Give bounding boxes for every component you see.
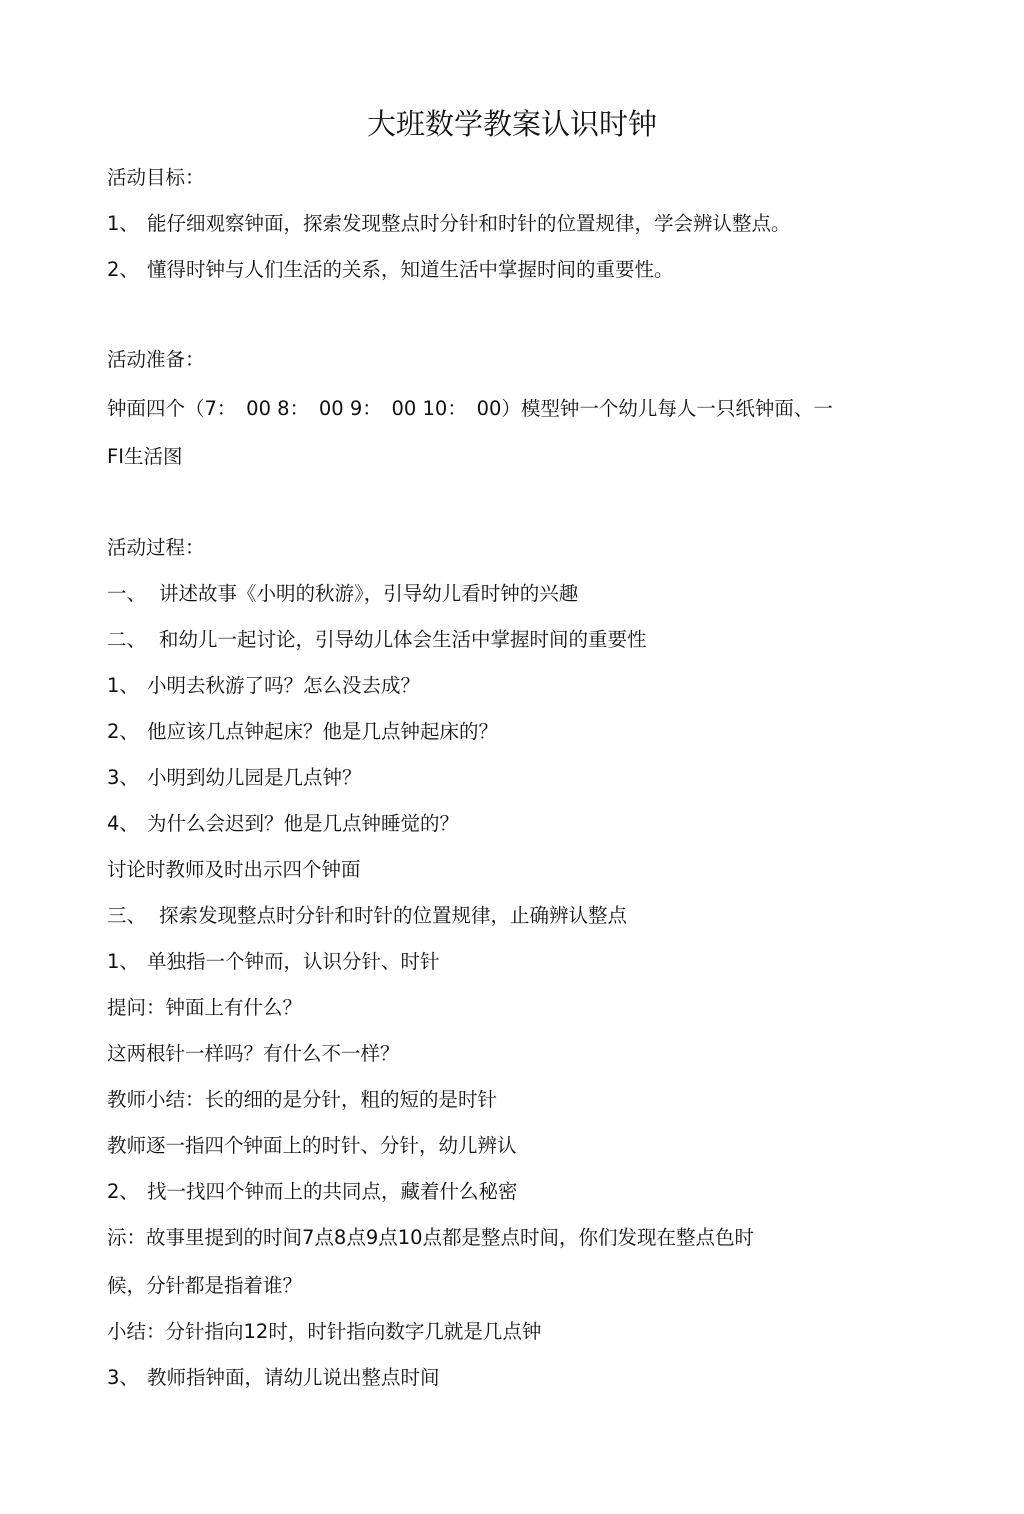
goal-item-1 [107, 210, 791, 238]
discussion-note: 讨论时教师及时出示四个钟面 [107, 858, 361, 881]
process-step-3 [107, 902, 627, 930]
question-prompt: 提问：钟面上有什么？ [107, 996, 303, 1019]
question-1-number: 1、 [107, 674, 139, 697]
document-title: 大班数学教案认识时钟 [366, 107, 657, 141]
question-3-text: 小明到幼儿园是几点钟？ [147, 766, 362, 789]
sub-step-2-number: 2、 [107, 1180, 139, 1203]
sub-step-3 [107, 1364, 440, 1392]
process-step-3-text: 探索发现整点时分针和时针的位置规律，止确辨认整点 [159, 904, 628, 927]
process-step-1 [107, 580, 578, 608]
question-4-text: 为什么会迟到？他是几点钟睡觉的？ [147, 812, 460, 835]
process-step-2-text: 和幼儿一起讨论，引导幼儿体会生活中掌握时间的重要性 [159, 628, 647, 651]
question-1-text: 小明去秋游了吗？怎么没去成？ [147, 674, 421, 697]
goal-item-2-text: 懂得时钟与人们生活的关系，知道生活中掌握时间的重要性。 [147, 258, 674, 281]
question-4 [107, 810, 459, 838]
goal-item-2-number: 2、 [107, 258, 139, 281]
teacher-line-2: 候，分针都是指着谁？ [107, 1274, 303, 1297]
process-step-2 [107, 626, 647, 654]
process-step-1-text: 讲述故事《小明的秋游》，引导幼儿看时钟的兴趣 [159, 582, 579, 605]
question-prompt-2: 这两根针一样吗？有什么不一样？ [107, 1042, 400, 1065]
sub-step-2-text: 找一找四个钟而上的共同点，藏着什么秘密 [147, 1180, 518, 1203]
prep-line-2: FI生活图 [107, 445, 183, 468]
sub-step-1-number: 1、 [107, 950, 139, 973]
question-1 [107, 672, 420, 700]
teacher-summary-1: 教师小结：长的细的是分针，粗的短的是时针 [107, 1088, 498, 1111]
process-step-3-number: 三、 [107, 904, 147, 927]
prep-heading: 活动准备： [107, 348, 205, 371]
teacher-pointing: 教师逐一指四个钟面上的时针、分针，幼儿辨认 [107, 1134, 517, 1157]
sub-step-3-number: 3、 [107, 1366, 139, 1389]
question-4-number: 4、 [107, 812, 139, 835]
process-heading: 活动过程： [107, 536, 205, 559]
goal-heading: 活动目标： [107, 166, 205, 189]
question-2-number: 2、 [107, 720, 139, 743]
sub-step-1 [107, 948, 440, 976]
sub-step-1-text: 单独指一个钟而，认识分针、时针 [147, 950, 440, 973]
question-2-text: 他应该几点钟起床？他是几点钟起床的？ [147, 720, 499, 743]
summary-2: 小结：分针指向12时，时针指向数字几就是几点钟 [107, 1320, 542, 1343]
teacher-line-1: 沶：故事里提到的时间7点8点9点10点都是整点时间，你们发现在整点色时 [107, 1226, 755, 1249]
question-3-number: 3、 [107, 766, 139, 789]
goal-item-2 [107, 256, 674, 284]
process-step-2-number: 二、 [107, 628, 147, 651]
sub-step-2 [107, 1178, 518, 1206]
goal-item-1-number: 1、 [107, 212, 139, 235]
question-2 [107, 718, 498, 746]
sub-step-3-text: 教师指钟面，请幼儿说出整点时间 [147, 1366, 440, 1389]
prep-line-1: 钟面四个（7： 00 8： 00 9： 00 10： 00）模型钟一个幼儿每人一只纸钟面、一 [107, 397, 833, 420]
question-3 [107, 764, 362, 792]
goal-item-1-text: 能仔细观察钟面，探索发现整点时分针和时针的位置规律，学会辨认整点。 [147, 212, 791, 235]
process-step-1-number: 一、 [107, 582, 147, 605]
